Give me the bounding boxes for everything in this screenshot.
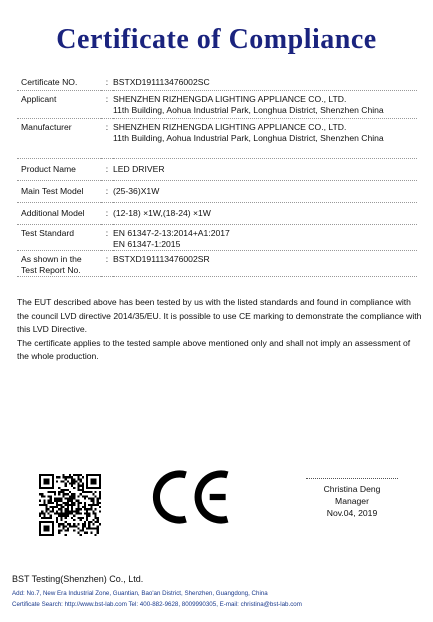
info-row [17,90,417,118]
field-value-line: 11th Building, Aohua Industrial Park, Longhua District, Shenzhen China [113,104,384,115]
footer [12,574,427,610]
info-row [17,72,417,90]
field-value [113,118,417,158]
field-value [113,72,417,90]
field-value [113,250,417,276]
field-colon: : [101,224,113,250]
info-row [17,250,417,276]
issue-date: Nov.04, 2019 [326,508,378,518]
info-row [17,158,417,180]
issuer-address: Add: No.7, New Era Industrial Zone, Guantian, Bao'an District, Shenzhen, Guangdong, China [12,590,268,597]
field-value-line: BSTXD191113476002SC [113,77,210,87]
field-value-line: (12-18) ×1W,(18-24) ×1W [113,207,211,218]
info-row [17,224,417,250]
field-value [113,224,417,250]
field-label [17,202,101,224]
statement-paragraph-2: The certificate applies to the tested sample above mentioned only and shall not imply an assessment of the whole production. [17,337,411,361]
field-colon: : [101,118,113,158]
field-label-line: Certificate NO. [21,77,78,87]
field-value-line: SHENZHEN RIZHENGDA LIGHTING APPLIANCE CO., LTD. [113,121,347,132]
field-label-line: Product Name [21,163,76,174]
field-label-line: Applicant [21,93,57,104]
field-value-line: EN 61347-1:2015 [113,238,181,249]
issuer-company: BST Testing(Shenzhen) Co., Ltd. [12,574,144,584]
field-label-line: Test Standard [21,227,75,238]
field-label-line: Main Test Model [21,185,84,196]
certificate-search-line: Certificate Search: http://www.bst-lab.com Tel: 400-882-9628, 8009990305, E-mail: christina@bst-lab.com [12,601,302,608]
field-colon: : [101,158,113,180]
field-label [17,250,101,276]
field-value [113,158,417,180]
field-label [17,158,101,180]
field-label [17,90,101,118]
statement-paragraph-1: The EUT described above has been tested by us with the listed standards and found in compliance with the council LVD directive 2014/35/EU. It is possible to use CE marking to demonstrate the compliance with this LVD Directive. [17,297,422,334]
certificate-info-table [17,72,417,277]
field-label-line: As shown in the [21,253,82,264]
field-label-line: Test Report No. [21,264,81,275]
field-label [17,118,101,158]
field-value-line: (25-36)X1W [113,185,160,196]
info-row [17,202,417,224]
signature-block [306,478,398,519]
field-value [113,90,417,118]
field-label-line: Manufacturer [21,121,72,132]
info-row [17,180,417,202]
field-value-line: SHENZHEN RIZHENGDA LIGHTING APPLIANCE CO., LTD. [113,93,347,104]
field-label-line: Additional Model [21,207,85,218]
field-colon: : [101,180,113,202]
ce-mark-logo [147,466,237,528]
field-colon: : [101,250,113,276]
field-value-line: EN 61347-2-13:2014+A1:2017 [113,227,230,238]
field-value-line: 11th Building, Aohua Industrial Park, Longhua District, Shenzhen China [113,132,384,143]
field-label [17,180,101,202]
signatory-position: Manager [335,496,369,506]
field-label [17,224,101,250]
field-colon: : [101,90,113,118]
field-label [17,72,101,90]
field-value [113,202,417,224]
certificate-title: Certificate of Compliance [56,24,377,55]
field-value [113,180,417,202]
field-value-line: LED DRIVER [113,163,165,174]
qr-code [39,474,101,536]
field-colon: : [101,202,113,224]
compliance-statement [17,296,422,364]
field-colon: : [101,72,113,90]
signatory-name: Christina Deng [323,484,381,494]
signature-line [306,478,398,479]
info-row [17,118,417,158]
field-value-line: BSTXD191113476002SR [113,253,210,264]
